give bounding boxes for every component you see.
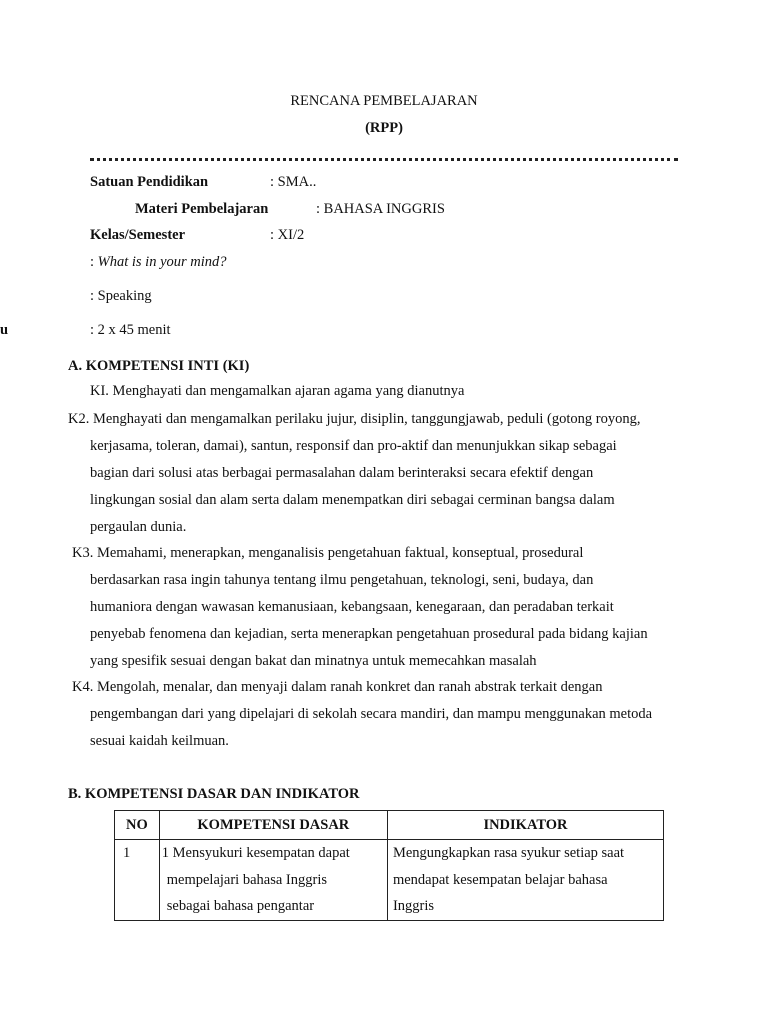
- cell-indikator: [387, 840, 663, 921]
- ki2-line: lingkungan sosial dan alam serta dalam menempatkan diri sebagai cerminan bangsa dalam: [90, 492, 615, 508]
- satuan-label: Satuan Pendidikan: [90, 174, 209, 190]
- ki4-paragraph: [72, 674, 652, 755]
- header-indikator: INDIKATOR: [387, 811, 663, 840]
- dotted-separator: [90, 148, 678, 161]
- ki2-paragraph: [68, 406, 640, 541]
- header-no: NO: [115, 811, 160, 840]
- section-b-heading: B. KOMPETENSI DASAR DAN INDIKATOR: [68, 786, 360, 802]
- kd-line: mempelajari bahasa Inggris: [166, 871, 327, 888]
- indikator-line: Mengungkapkan rasa syukur setiap saat: [392, 845, 625, 861]
- materi-value: : BAHASA INGGRIS: [316, 201, 445, 217]
- kelas-label: Kelas/Semester: [90, 227, 186, 243]
- ki2-line: kerjasama, toleran, damai), santun, responsif dan pro-aktif dan menunjukkan sikap sebagai: [90, 438, 617, 454]
- indikator-line: mendapat kesempatan belajar bahasa: [392, 871, 608, 888]
- ki4-line: pengembangan dari yang dipelajari di sekolah secara mandiri, dan mampu menggunakan metoda: [90, 706, 653, 722]
- row-number: 1: [123, 845, 131, 861]
- waktu-value: : 2 x 45 menit: [90, 322, 171, 338]
- header-kompetensi-dasar: KOMPETENSI DASAR: [159, 811, 387, 840]
- topik-colon: :: [90, 254, 98, 270]
- ki3-line: humaniora dengan wawasan kemanusiaan, kebangsaan, kenegaraan, dan peradaban terkait: [90, 599, 614, 615]
- ki3-line: penyebab fenomena dan kejadian, serta menerapkan pengetahuan prosedural pada bidang kajian: [90, 626, 648, 642]
- ki3-line: berdasarkan rasa ingin tahunya tentang ilmu pengetahuan, teknologi, seni, budaya, dan: [90, 572, 594, 588]
- kd-line: sebagai bahasa pengantar: [166, 898, 315, 914]
- topik-value: What is in your mind?: [97, 254, 227, 270]
- ki2-line: pergaulan dunia.: [90, 519, 187, 535]
- kd-line: 1 Mensyukuri kesempatan dapat: [161, 845, 350, 861]
- kompetensi-table: [114, 810, 664, 921]
- skill-value: : Speaking: [90, 288, 152, 304]
- ki2-line: K2. Menghayati dan mengamalkan perilaku jujur, disiplin, tanggungjawab, peduli (gotong royong,: [68, 411, 641, 427]
- ki3-line: yang spesifik sesuai dengan bakat dan minatnya untuk memecahkan masalah: [90, 653, 537, 669]
- document-subtitle: (RPP): [365, 120, 403, 136]
- ki4-line: K4. Mengolah, menalar, dan menyaji dalam ranah konkret dan ranah abstrak terkait dengan: [72, 679, 603, 695]
- topik-row: [90, 254, 227, 271]
- waktu-label-fragment: u: [0, 322, 9, 338]
- ki4-line: sesuai kaidah keilmuan.: [90, 733, 229, 749]
- document-title: RENCANA PEMBELAJARAN: [290, 93, 478, 109]
- kelas-value: : XI/2: [270, 227, 305, 243]
- ki1-text: KI. Menghayati dan mengamalkan ajaran agama yang dianutnya: [90, 383, 465, 399]
- satuan-value: : SMA..: [270, 174, 317, 190]
- materi-label: Materi Pembelajaran: [135, 201, 269, 217]
- indikator-line: Inggris: [392, 898, 435, 914]
- cell-no: [115, 840, 160, 921]
- table-row: [115, 840, 664, 921]
- ki3-paragraph: [72, 540, 648, 675]
- table-header-row: [115, 811, 664, 840]
- cell-kompetensi-dasar: [159, 840, 387, 921]
- section-a-heading: A. KOMPETENSI INTI (KI): [68, 358, 250, 374]
- ki3-line: K3. Memahami, menerapkan, menganalisis pengetahuan faktual, konseptual, prosedural: [72, 545, 584, 561]
- ki2-line: bagian dari solusi atas berbagai permasalahan dalam berinteraksi secara efektif dengan: [90, 465, 594, 481]
